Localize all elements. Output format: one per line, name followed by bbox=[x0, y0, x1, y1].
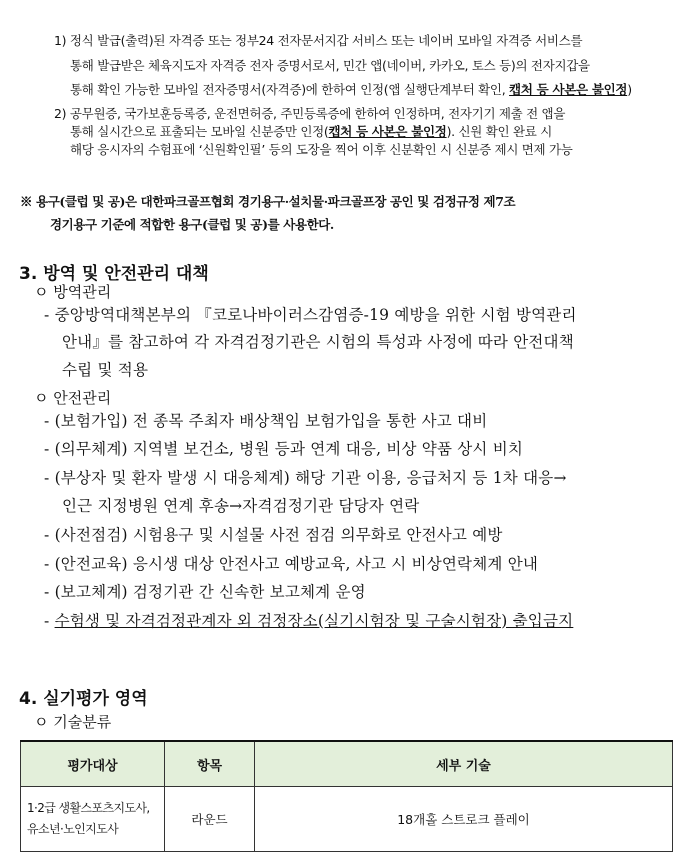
sub-heading-quarantine: ㅇ 방역관리 bbox=[34, 283, 112, 301]
note-2-text: 통해 실시간으로 표출되는 모바일 신분증만 인정( bbox=[70, 124, 329, 139]
quarantine-item-line-1: - 중앙방역대책본부의 『코로나바이러스감염증-19 예방을 위한 시험 방역관리 bbox=[44, 306, 577, 324]
note-1-close: ) bbox=[627, 82, 632, 97]
cell-item: 라운드 bbox=[165, 787, 255, 852]
note-2-close: ). 신원 확인 완료 시 bbox=[446, 124, 552, 139]
safety-item-education: - (안전교육) 응시생 대상 안전사고 예방교육, 사고 시 비상연락체계 안내 bbox=[44, 555, 539, 573]
header-target: 평가대상 bbox=[21, 741, 165, 787]
cell-target-line-2: 유소년·노인지도사 bbox=[27, 822, 119, 836]
table-row bbox=[21, 787, 673, 852]
safety-item-access-control bbox=[44, 609, 573, 631]
quarantine-item-line-3: 수립 및 적용 bbox=[62, 361, 149, 379]
note-1-emphasis: 캡처 등 사본은 불인정 bbox=[509, 82, 628, 97]
dash: - bbox=[44, 612, 55, 630]
skill-table bbox=[20, 740, 673, 852]
access-control-text: 수험생 및 자격검정관계자 외 검정장소(실기시험장 및 구술시험장) 출입금지 bbox=[54, 612, 574, 630]
section-4-title: 4. 실기평가 영역 bbox=[19, 689, 148, 709]
safety-item-insurance: - (보험가입) 전 종목 주최자 배상책임 보험가입을 통한 사고 대비 bbox=[44, 412, 488, 430]
safety-item-inspection: - (사전점검) 시험용구 및 시설물 사전 점검 의무화로 안전사고 예방 bbox=[44, 526, 503, 544]
cell-detail: 18개홀 스트로크 플레이 bbox=[255, 787, 673, 852]
sub-heading-skill-classification: ㅇ 기술분류 bbox=[34, 713, 112, 731]
note-1-text: 통해 확인 가능한 모바일 전자증명서(자격증)에 한하여 인정(앱 실행단계부터 확인, bbox=[70, 82, 510, 97]
note-1-line-1: 1) 정식 발급(출력)된 자격증 또는 정부24 전자문서지갑 서비스 또는 네이버 모바일 자격증 서비스를 bbox=[54, 33, 583, 48]
equipment-warning-line-2: 경기용구 기준에 적합한 용구(클럽 및 공)를 사용한다. bbox=[50, 217, 334, 232]
header-item: 항목 bbox=[165, 741, 255, 787]
safety-item-medical: - (의무체계) 지역별 보건소, 병원 등과 연계 대응, 비상 약품 상시 비치 bbox=[44, 440, 524, 458]
note-1-line-2: 통해 발급받은 체육지도자 자격증 전자 증명서로서, 민간 앱(네이버, 카카오, 토스 등)의 전자지갑을 bbox=[70, 58, 590, 73]
table-header-row bbox=[21, 741, 673, 787]
note-2-line-1: 2) 공무원증, 국가보훈등록증, 운전면허증, 주민등록증에 한하여 인정하며, 전자기기 제출 전 앱을 bbox=[54, 106, 566, 121]
section-3-title: 3. 방역 및 안전관리 대책 bbox=[19, 264, 209, 284]
header-detail: 세부 기술 bbox=[255, 741, 673, 787]
note-1-line-3 bbox=[70, 79, 632, 101]
equipment-warning-line-1: ※ 용구(클럽 및 공)은 대한파크골프협회 경기용구·설치물·파크골프장 공인 및 검정규정 제7조 bbox=[20, 194, 516, 209]
note-2-line-3: 해당 응시자의 수험표에 ‘신원확인필’ 등의 도장을 찍어 이후 신분확인 시 신분증 제시 면제 가능 bbox=[70, 142, 573, 157]
note-2-emphasis: 캡처 등 사본은 불인정 bbox=[328, 124, 447, 139]
safety-item-reporting: - (보고체계) 검정기관 간 신속한 보고체계 운영 bbox=[44, 583, 366, 601]
cell-target bbox=[21, 787, 165, 852]
quarantine-item-line-2: 안내』를 참고하여 각 자격검정기관은 시험의 특성과 사정에 따라 안전대책 bbox=[62, 333, 574, 351]
cell-target-line-1: 1·2급 생활스포츠지도사, bbox=[27, 801, 150, 815]
safety-item-injury-response: - (부상자 및 환자 발생 시 대응체계) 해당 기관 이용, 응급처지 등 1차 대응→ bbox=[44, 469, 567, 487]
safety-item-injury-response-cont: 인근 지정병원 연계 후송→자격검정기관 담당자 연락 bbox=[62, 497, 420, 515]
sub-heading-safety: ㅇ 안전관리 bbox=[34, 389, 112, 407]
